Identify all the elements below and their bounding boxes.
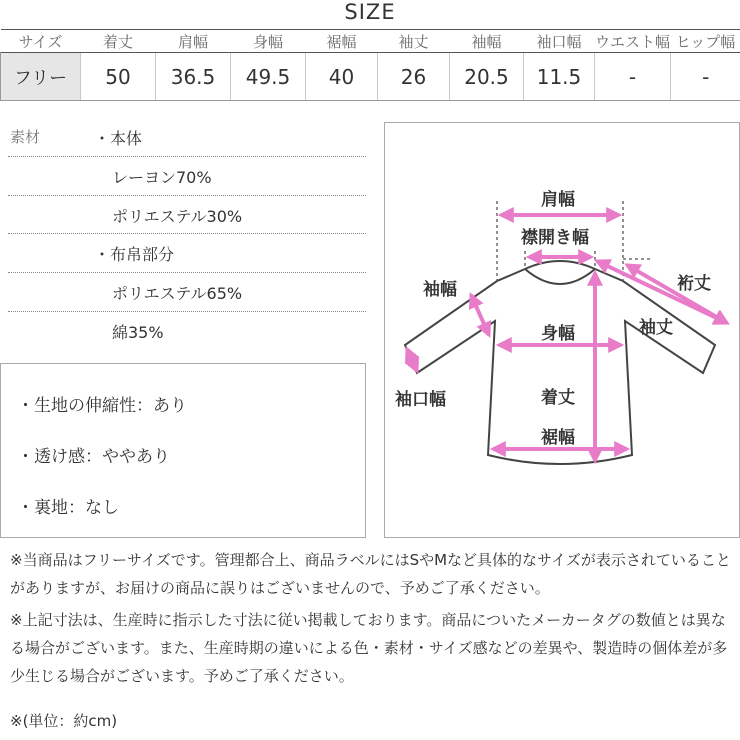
- header-shoulder: 肩幅: [156, 30, 231, 53]
- header-body-width: 身幅: [231, 30, 306, 53]
- material-label: 素材: [10, 128, 41, 146]
- cell-hem-width: 40: [306, 53, 378, 101]
- cell-shoulder: 36.5: [156, 53, 231, 101]
- material-row: [8, 312, 366, 351]
- free-size-note: ※当商品はフリーサイズです。管理都合上、商品ラベルにはSやMなど具体的なサイズが表示されていることがありますが、お届けの商品に誤りはございませんので、予めご了承ください。: [10, 551, 731, 597]
- header-sleeve-width: 袖幅: [450, 30, 524, 53]
- stretch-property: ・生地の伸縮性：あり: [17, 396, 187, 416]
- material-section: [8, 118, 366, 351]
- header-length: 着丈: [81, 30, 156, 53]
- material-item: 綿35%: [112, 322, 164, 342]
- material-row: [8, 234, 366, 273]
- size-table-header-row: [1, 30, 740, 53]
- notes-section: [10, 546, 736, 694]
- label-cuff: 袖口幅: [395, 390, 446, 410]
- label-length: 着丈: [541, 388, 575, 408]
- label-sleeve-length: 袖丈: [639, 318, 673, 338]
- unit-note: ※(単位：約cm): [10, 712, 118, 730]
- header-size: サイズ: [1, 30, 81, 53]
- cell-sleeve-length: 26: [378, 53, 450, 101]
- material-item: ・本体: [94, 129, 143, 148]
- label-hem: 裾幅: [541, 428, 575, 448]
- cell-size: フリー: [1, 53, 81, 101]
- size-table: [0, 29, 740, 101]
- material-item: ・布帛部分: [94, 245, 175, 265]
- fabric-properties-box: [0, 363, 366, 538]
- material-item: ポリエステル30%: [112, 206, 243, 226]
- label-body-width: 身幅: [541, 324, 575, 344]
- material-row: [8, 118, 366, 157]
- header-sleeve-length: 袖丈: [378, 30, 450, 53]
- header-waist-width: ウエスト幅: [595, 30, 671, 53]
- material-row: [8, 157, 366, 196]
- cell-body-width: 49.5: [231, 53, 306, 101]
- lining-property: ・裏地：なし: [17, 498, 119, 518]
- label-shoulder: 肩幅: [541, 190, 575, 210]
- label-sleeve-width: 袖幅: [423, 280, 457, 300]
- header-cuff-width: 袖口幅: [524, 30, 595, 53]
- cell-length: 50: [81, 53, 156, 101]
- header-hem-width: 裾幅: [306, 30, 378, 53]
- cell-sleeve-width: 20.5: [450, 53, 524, 101]
- measurement-diagram: [384, 122, 740, 538]
- size-title: SIZE: [344, 0, 396, 24]
- measurement-note: ※上記寸法は、生産時に指示した寸法に従い掲載しております。商品についたメーカータグの数値とは異なる場合がございます。また、生産時期の違いによる色・素材・サイズ感などの差異や、製造時の個体差が多少生じる場合がございます。予めご了承ください。: [10, 611, 728, 685]
- sheerness-property: ・透け感：ややあり: [17, 447, 170, 467]
- material-row: [8, 196, 366, 235]
- cell-cuff-width: 11.5: [524, 53, 595, 101]
- material-row: [8, 273, 366, 312]
- label-neck: 襟開き幅: [521, 228, 589, 248]
- material-item: ポリエステル65%: [112, 284, 243, 304]
- material-item: レーヨン70%: [112, 167, 212, 187]
- size-table-row: [1, 53, 740, 101]
- header-hip-width: ヒップ幅: [671, 30, 740, 53]
- cell-hip-width: -: [671, 53, 740, 101]
- label-yuki: 裄丈: [677, 274, 711, 294]
- cell-waist-width: -: [595, 53, 671, 101]
